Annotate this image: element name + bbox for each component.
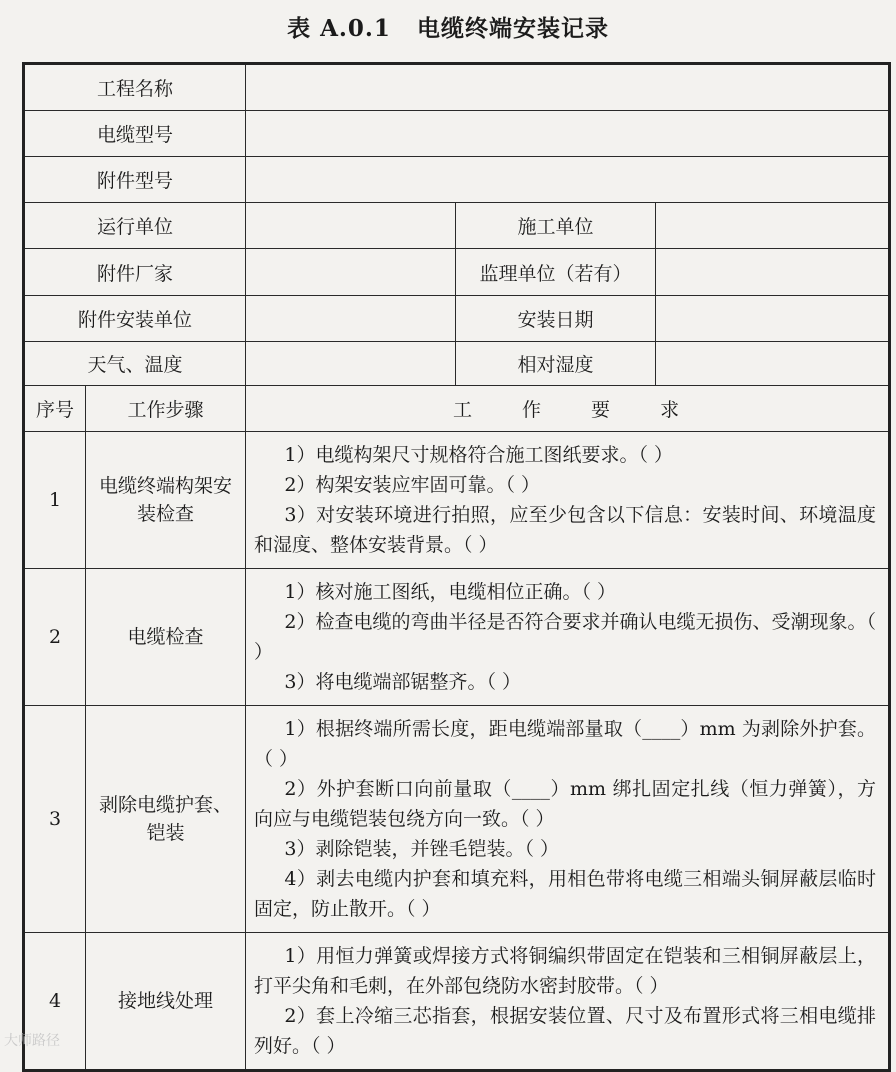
requirement-item: 3）剥除铠装，并锉毛铠装。（ ）: [284, 838, 560, 860]
row-project-name: [24, 64, 890, 111]
step-row-3: [24, 706, 890, 933]
requirement-item: 3）对安装环境进行拍照，应至少包含以下信息：安装时间、环境温度和湿度、整体安装背景。（ ）: [254, 504, 877, 556]
field-humidity[interactable]: [656, 342, 890, 386]
row-manufacturer: [24, 249, 890, 296]
table-number: 表 A.0.1: [287, 15, 391, 42]
header-requirement: 工 作 要 求: [246, 386, 890, 432]
label-construction-unit: 施工单位: [456, 203, 656, 249]
field-supervision-unit[interactable]: [656, 249, 890, 296]
label-accessory-model: 附件型号: [24, 157, 246, 203]
table-title: 电缆终端安装记录: [416, 15, 609, 42]
requirement-item: 1）用恒力弹簧或焊接方式将铜编织带固定在铠装和三相铜屏蔽层上，打平尖角和毛刺，在外部包绕防水密封胶带。（ ）: [254, 945, 877, 997]
requirement-item: 4）剥去电缆内护套和填充料，用相色带将电缆三相端头铜屏蔽层临时固定，防止散开。（ ）: [254, 868, 877, 920]
field-install-unit[interactable]: [246, 296, 456, 342]
step-number: 3: [24, 706, 86, 933]
label-humidity: 相对湿度: [456, 342, 656, 386]
step-name: 电缆检查: [86, 569, 246, 706]
step-requirements: [246, 569, 890, 706]
field-weather[interactable]: [246, 342, 456, 386]
field-project-name[interactable]: [246, 64, 890, 111]
row-cable-model: [24, 111, 890, 157]
step-requirements: [246, 933, 890, 1071]
field-accessory-manufacturer[interactable]: [246, 249, 456, 296]
label-supervision-unit: 监理单位（若有）: [456, 249, 656, 296]
step-number: 1: [24, 432, 86, 569]
row-accessory-model: [24, 157, 890, 203]
header-step: 工作步骤: [86, 386, 246, 432]
field-accessory-model[interactable]: [246, 157, 890, 203]
row-install-unit: [24, 296, 890, 342]
field-construction-unit[interactable]: [656, 203, 890, 249]
step-name: 剥除电缆护套、铠装: [86, 706, 246, 933]
label-accessory-manufacturer: 附件厂家: [24, 249, 246, 296]
label-weather: 天气、温度: [24, 342, 246, 386]
field-operating-unit[interactable]: [246, 203, 456, 249]
requirement-item: 2）构架安装应牢固可靠。（ ）: [284, 474, 541, 496]
step-row-4: [24, 933, 890, 1071]
watermark: 大师路径: [4, 1033, 60, 1049]
label-install-unit: 附件安装单位: [24, 296, 246, 342]
step-number: 2: [24, 569, 86, 706]
requirement-item: 1）核对施工图纸，电缆相位正确。（ ）: [284, 581, 617, 603]
step-number: 4: [24, 933, 86, 1071]
step-row-2: [24, 569, 890, 706]
step-row-1: [24, 432, 890, 569]
header-no: 序号: [24, 386, 86, 432]
requirement-item: 2）外护套断口向前量取（____）mm 绑扎固定扎线（恒力弹簧），方向应与电缆铠装包绕方向一致。（ ）: [254, 778, 877, 830]
label-operating-unit: 运行单位: [24, 203, 246, 249]
requirement-item: 2）检查电缆的弯曲半径是否符合要求并确认电缆无损伤、受潮现象。（ ）: [254, 611, 877, 663]
label-install-date: 安装日期: [456, 296, 656, 342]
field-cable-model[interactable]: [246, 111, 890, 157]
requirement-item: 2）套上冷缩三芯指套，根据安装位置、尺寸及布置形式将三相电缆排列好。（ ）: [254, 1005, 877, 1057]
row-weather: [24, 342, 890, 386]
document-title: [0, 10, 896, 43]
requirement-item: 1）根据终端所需长度，距电缆端部量取（____）mm 为剥除外护套。（ ）: [254, 718, 877, 770]
label-project-name: 工程名称: [24, 64, 246, 111]
step-name: 接地线处理: [86, 933, 246, 1071]
row-units: [24, 203, 890, 249]
header-row: [24, 386, 890, 432]
installation-record-table: [22, 62, 891, 1072]
label-cable-model: 电缆型号: [24, 111, 246, 157]
requirement-item: 1）电缆构架尺寸规格符合施工图纸要求。（ ）: [284, 444, 674, 466]
step-requirements: [246, 706, 890, 933]
step-name: 电缆终端构架安装检查: [86, 432, 246, 569]
step-requirements: [246, 432, 890, 569]
field-install-date[interactable]: [656, 296, 890, 342]
requirement-item: 3）将电缆端部锯整齐。（ ）: [284, 671, 522, 693]
